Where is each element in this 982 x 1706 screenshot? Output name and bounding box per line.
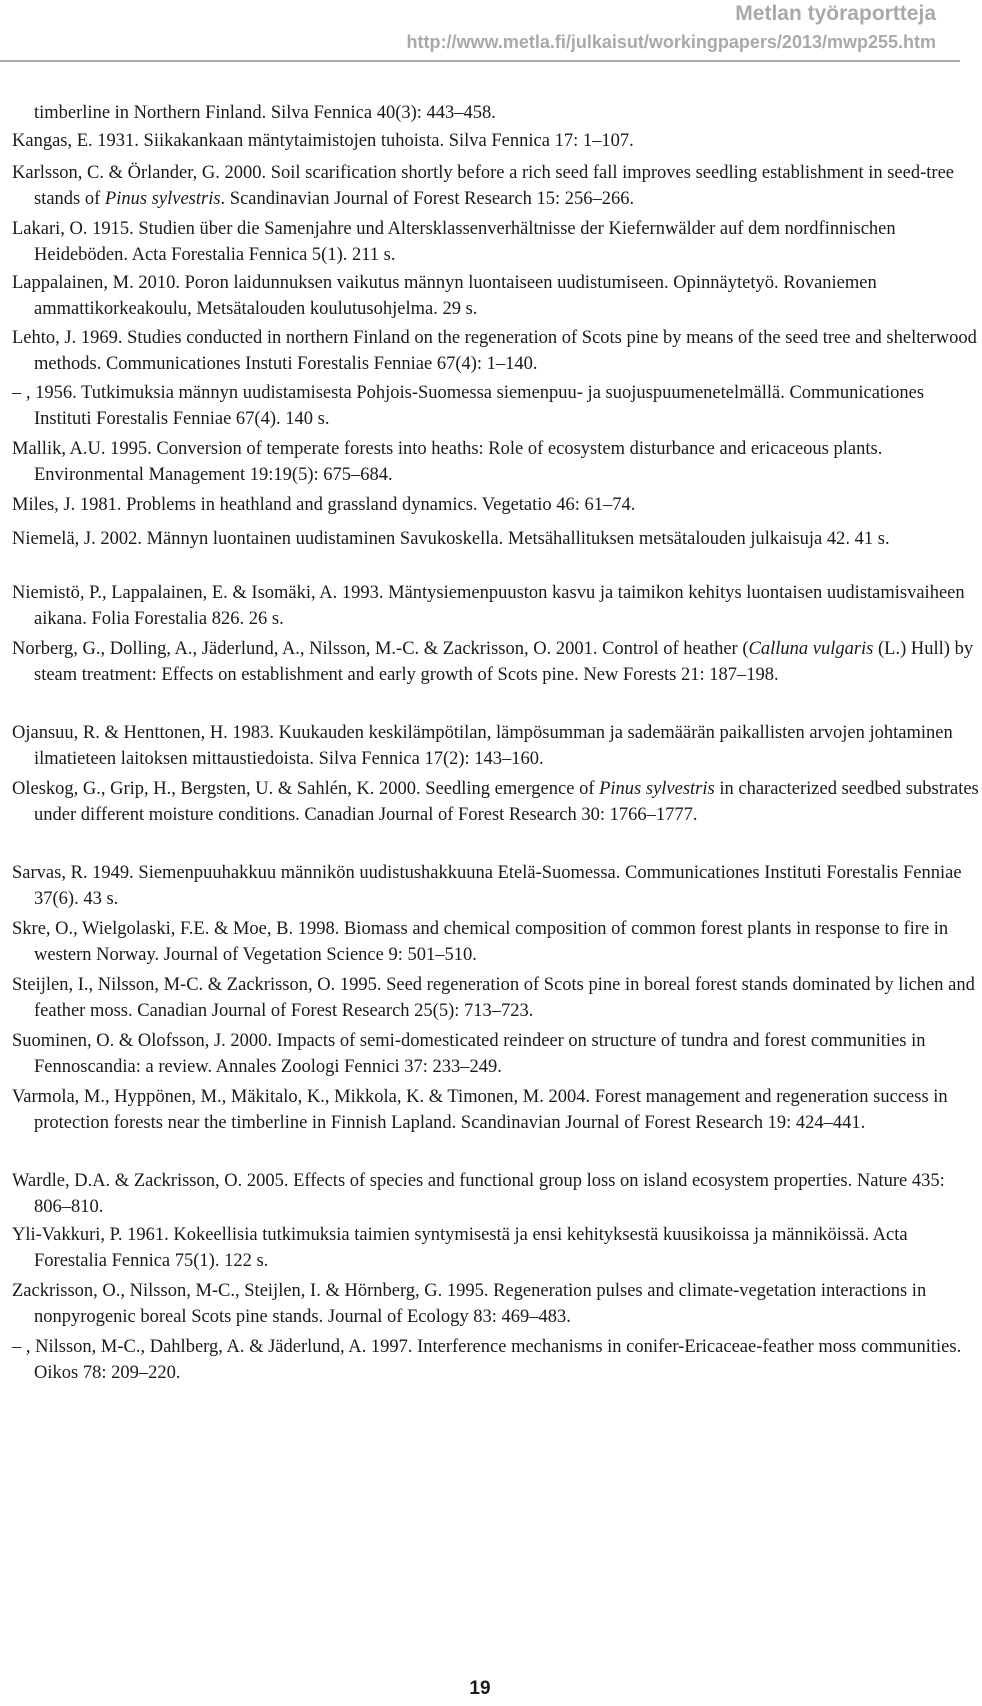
reference-entry: Norberg, G., Dolling, A., Jäderlund, A., Nilsson, M.-C. & Zackrisson, O. 2001. Control of heather (Calluna vulgaris (L.) Hull) by steam treatment: Effects on establishment and early growth of Scots pine. New Forests 21: 187–198. bbox=[12, 639, 974, 685]
reference-entry: Suominen, O. & Olofsson, J. 2000. Impacts of semi-domesticated reindeer on structure of tundra and forest communities in Fennoscandia: a review. Annales Zoologi Fennici 37: 233–249. bbox=[12, 1031, 926, 1077]
series-title: Metlan työraportteja bbox=[735, 2, 936, 25]
reference-entry: – , 1956. Tutkimuksia männyn uudistamisesta Pohjois-Suomessa siemenpuu- ja suojuspuumenetelmällä. Communicationes Instituti Forestalis Fenniae 67(4). 140 s. bbox=[12, 383, 925, 429]
page-header bbox=[0, 0, 960, 62]
reference-entry: Lappalainen, M. 2010. Poron laidunnuksen vaikutus männyn luontaiseen uudistumiseen. Opinnäytetyö. Rovaniemen ammattikorkeakoulu, Metsätalouden koulutusohjelma. 29 s. bbox=[12, 273, 877, 319]
reference-entry: Steijlen, I., Nilsson, M-C. & Zackrisson, O. 1995. Seed regeneration of Scots pine in boreal forest stands dominated by lichen and feather moss. Canadian Journal of Forest Research 25(5): 713–723. bbox=[12, 975, 975, 1021]
reference-entry: Niemistö, P., Lappalainen, E. & Isomäki, A. 1993. Mäntysiemenpuuston kasvu ja taimikon kehitys luontaisen uudistamisvaiheen aikana. Folia Forestalia 826. 26 s. bbox=[12, 583, 965, 629]
reference-entry: Skre, O., Wielgolaski, F.E. & Moe, B. 1998. Biomass and chemical composition of common forest plants in response to fire in western Norway. Journal of Vegetation Science 9: 501–510. bbox=[12, 919, 949, 965]
reference-entry: timberline in Northern Finland. Silva Fennica 40(3): 443–458. bbox=[34, 103, 496, 123]
reference-entry: Ojansuu, R. & Henttonen, H. 1983. Kuukauden keskilämpötilan, lämpösumman ja sademäärän paikallisten arvojen johtaminen ilmatieteen laitoksen mittaustiedoista. Silva Fennica 17(2): 143–160. bbox=[12, 723, 953, 769]
header-divider bbox=[0, 60, 960, 62]
reference-entry: Varmola, M., Hyppönen, M., Mäkitalo, K., Mikkola, K. & Timonen, M. 2004. Forest management and regeneration success in protection forests near the timberline in Finnish Lapland. Scandinavian Journal of Forest Research 19: 424–441. bbox=[12, 1087, 948, 1133]
series-url: http://www.metla.fi/julkaisut/workingpapers/2013/mwp255.htm bbox=[406, 32, 936, 52]
reference-entry: Oleskog, G., Grip, H., Bergsten, U. & Sahlén, K. 2000. Seedling emergence of Pinus sylvestris in characterized seedbed substrates under different moisture conditions. Canadian Journal of Forest Research 30: 1766–1777. bbox=[12, 779, 979, 825]
reference-entry: Mallik, A.U. 1995. Conversion of temperate forests into heaths: Role of ecosystem disturbance and ericaceous plants. Environmental Management 19:19(5): 675–684. bbox=[12, 439, 883, 485]
reference-entry: Wardle, D.A. & Zackrisson, O. 2005. Effects of species and functional group loss on island ecosystem properties. Nature 435: 806–810. bbox=[12, 1171, 945, 1217]
reference-entry: Lakari, O. 1915. Studien über die Samenjahre und Altersklassenverhältnisse der Kiefernwälder auf dem nordfinnischen Heideböden. Acta Forestalia Fennica 5(1). 211 s. bbox=[12, 219, 896, 265]
reference-entry: Yli-Vakkuri, P. 1961. Kokeellisia tutkimuksia taimien syntymisestä ja ensi kehityksestä kuusikoissa ja männiköissä. Acta Forestalia Fennica 75(1). 122 s. bbox=[12, 1225, 908, 1271]
reference-entry: Miles, J. 1981. Problems in heathland and grassland dynamics. Vegetatio 46: 61–74. bbox=[12, 495, 636, 515]
page-number: 19 bbox=[469, 1678, 491, 1699]
reference-entry: Lehto, J. 1969. Studies conducted in northern Finland on the regeneration of Scots pine by means of the seed tree and shelterwood methods. Communicationes Instuti Forestalis Fenniae 67(4): 1–140. bbox=[12, 328, 977, 374]
reference-entry: Sarvas, R. 1949. Siemenpuuhakkuu männikön uudistushakkuuna Etelä-Suomessa. Communicationes Instituti Forestalis Fenniae 37(6). 43 s. bbox=[12, 863, 962, 909]
reference-entry: – , Nilsson, M-C., Dahlberg, A. & Jäderlund, A. 1997. Interference mechanisms in conifer-Ericaceae-feather moss communities. Oikos 78: 209–220. bbox=[12, 1337, 962, 1383]
reference-entry: Kangas, E. 1931. Siikakankaan mäntytaimistojen tuhoista. Silva Fennica 17: 1–107. bbox=[12, 131, 634, 151]
reference-entry: Karlsson, C. & Örlander, G. 2000. Soil scarification shortly before a rich seed fall improves seedling establishment in seed-tree stands of Pinus sylvestris. Scandinavian Journal of Forest Research 15: 256–266. bbox=[12, 163, 954, 209]
reference-entry: Zackrisson, O., Nilsson, M-C., Steijlen, I. & Hörnberg, G. 1995. Regeneration pulses and climate-vegetation interactions in nonpyrogenic boreal Scots pine stands. Journal of Ecology 83: 469–483. bbox=[12, 1281, 927, 1327]
reference-entry: Niemelä, J. 2002. Männyn luontainen uudistaminen Savukoskella. Metsähallituksen metsätalouden julkaisuja 42. 41 s. bbox=[12, 529, 890, 549]
